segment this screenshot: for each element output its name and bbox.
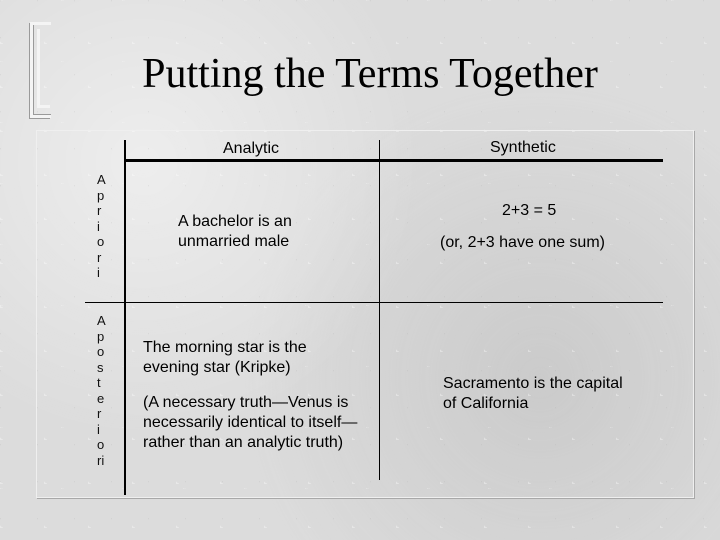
row-label-a-posteriori: [97, 313, 109, 468]
row-label-letter: i: [97, 265, 100, 280]
row-label-letter: s: [97, 359, 104, 375]
row-label-divider: [124, 140, 126, 495]
cell-apriori-synthetic-note: (or, 2+3 have one sum): [440, 234, 605, 251]
row-label-letter: A: [97, 172, 106, 187]
row-label-letter: o: [97, 344, 105, 359]
slide-title: Putting the Terms Together: [142, 51, 598, 97]
column-header-synthetic: Synthetic: [490, 139, 556, 156]
row-label-letter: e: [97, 390, 105, 406]
row-label-letter: o: [97, 437, 105, 452]
cell-aposteriori-analytic-note: (A necessary truth—Venus is necessarily identical to itself—rather than an analytic truth): [143, 394, 358, 451]
cell-apriori-synthetic-main: 2+3 = 5: [502, 202, 557, 219]
cell-apriori-analytic: A bachelor is an unmarried male: [178, 213, 292, 250]
row-label-letter: o: [97, 234, 105, 249]
cell-aposteriori-analytic-main: The morning star is the evening star (Kripke): [143, 339, 307, 376]
row-label-letter: p: [97, 187, 105, 203]
row-label-letter: A: [97, 313, 106, 328]
column-header-analytic: Analytic: [223, 140, 280, 157]
cell-aposteriori-synthetic: Sacramento is the capital of California: [443, 375, 623, 412]
row-label-letter: r: [97, 406, 102, 421]
row-label-letter: i: [97, 421, 100, 437]
row-label-letter: r: [97, 249, 102, 265]
column-divider: [379, 140, 380, 480]
row-label-letter: ri: [97, 452, 105, 468]
row-label-letter: i: [97, 218, 100, 234]
row-label-letter: p: [97, 328, 105, 344]
row-label-letter: r: [97, 203, 102, 218]
header-rule: [125, 159, 663, 162]
row-divider: [85, 302, 663, 303]
row-label-a-priori: [97, 172, 109, 281]
row-label-letter: t: [97, 375, 101, 390]
